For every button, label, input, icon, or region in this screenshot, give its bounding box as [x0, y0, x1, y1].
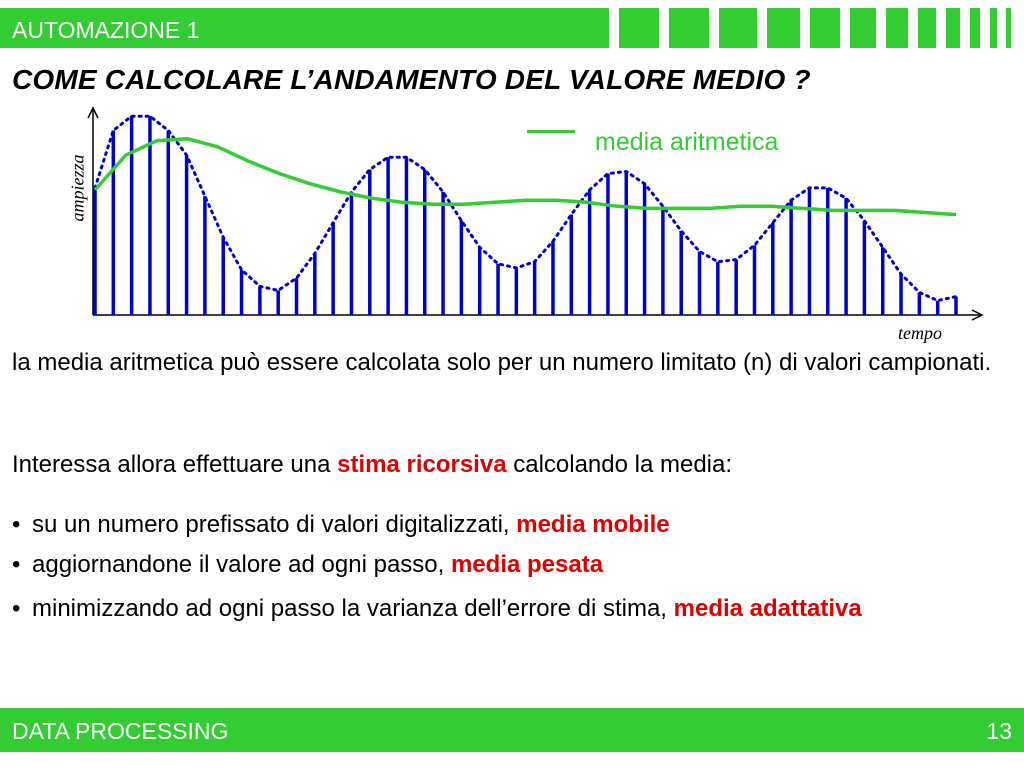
legend-label: media aritmetica: [595, 128, 779, 156]
bullet-item: [12, 508, 670, 541]
bullet-text: aggiornandone il valore ad ogni passo,: [32, 551, 451, 578]
bullet-symbol: •: [12, 551, 21, 578]
paragraph-2-highlight: stima ricorsiva: [337, 451, 507, 478]
footer-bar: [0, 708, 1024, 752]
bullet-symbol: •: [12, 595, 21, 622]
bullet-text: su un numero prefissato di valori digitalizzati,: [32, 511, 517, 538]
page-number: 13: [986, 718, 1012, 744]
footer-label: DATA PROCESSING: [12, 718, 229, 744]
bullet-highlight: media adattativa: [673, 595, 862, 622]
x-axis-label: tempo: [898, 323, 942, 343]
y-axis-label: ampiezza: [67, 154, 88, 222]
legend-swatch: [527, 130, 575, 133]
bullet-highlight: media pesata: [450, 551, 604, 578]
bullet-item: [12, 548, 603, 581]
paragraph-2: [12, 448, 732, 481]
bullet-highlight: media mobile: [516, 511, 670, 538]
paragraph-1: la media aritmetica può essere calcolata solo per un numero limitato (n) di valori campionati.: [12, 349, 992, 376]
chart: [0, 0, 1024, 340]
bullet-symbol: •: [12, 511, 21, 538]
paragraph-2-text-end: calcolando la media:: [506, 451, 733, 478]
paragraph-2-text: Interessa allora effettuare una: [12, 451, 338, 478]
slide-title: COME CALCOLARE L’ANDAMENTO DEL VALORE MEDIO ?: [12, 64, 811, 95]
header-title: AUTOMAZIONE 1: [12, 17, 200, 43]
bullet-item: [12, 592, 972, 625]
bullet-text: minimizzando ad ogni passo la varianza dell’errore di stima,: [32, 595, 674, 622]
